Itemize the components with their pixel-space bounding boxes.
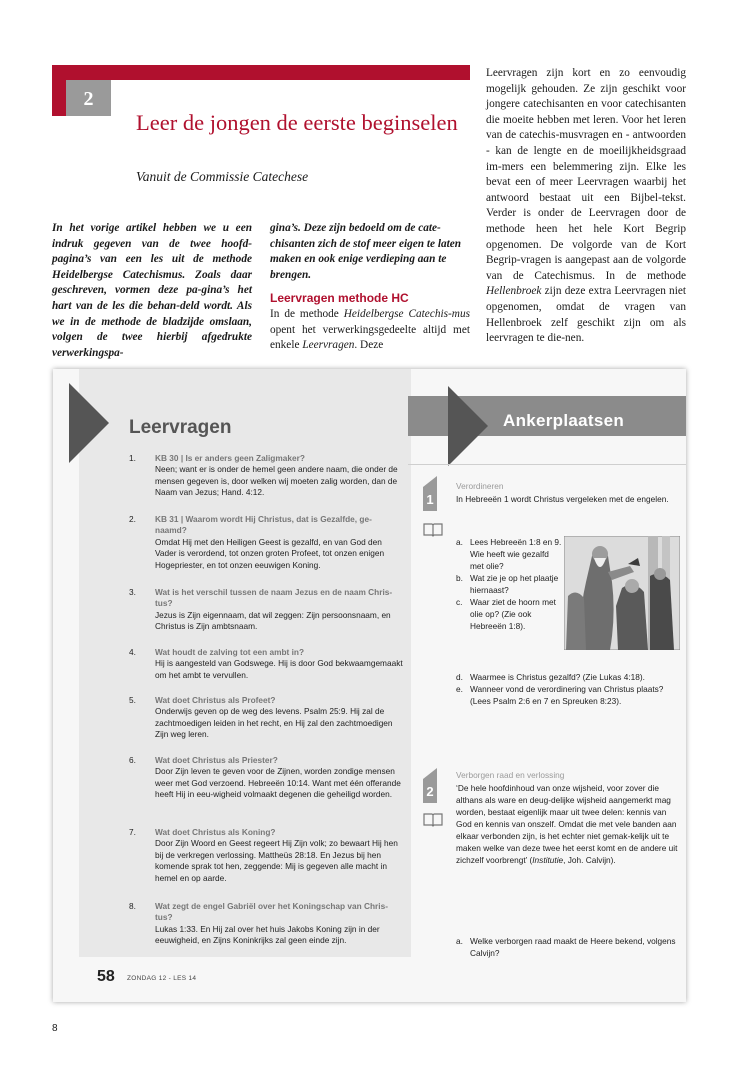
question-number: 5. (129, 695, 136, 705)
section-arrow-icon (448, 386, 488, 466)
list-item: a. Lees Hebreeën 1:8 en 9. Wie heeft wie gezalfd met olie? (456, 537, 562, 571)
question-text: Wat is het verschil tussen de naam Jezus en de naam Chris-tus? (155, 587, 393, 609)
question-number: 1. (129, 453, 136, 463)
question-7 (129, 827, 403, 884)
question-text: Wat zegt de engel Gabriël over het Koningschap van Chris-tus? (155, 901, 388, 923)
question-text: KB 31 | Waarom wordt Hij Christus, dat is Gezalfde, ge-naamd? (155, 514, 372, 536)
column-2-body: In de methode Heidelbergse Catechis-mus opent het verwerkingsgedeelte altijd met enkele Leervragen. Deze (270, 308, 470, 352)
question-text: KB 30 | Is er anders geen Zaligmaker? (155, 453, 305, 463)
answer-text: Jezus is Zijn eigennaam, dat wil zeggen: Zijn persoonsnaam, en Christus is Zijn ambtsnaam. (155, 609, 391, 632)
badge-tab-icon (423, 768, 437, 779)
question-number: 2. (129, 514, 136, 524)
anchor-list-continued (456, 671, 678, 707)
question-5 (129, 695, 403, 741)
section-heading: Leervragen methode HC (270, 291, 409, 305)
question-4 (129, 647, 403, 681)
divider (408, 464, 686, 465)
anchor-heading: Verborgen raad en verlossing (456, 770, 565, 780)
question-number: 7. (129, 827, 136, 837)
question-1 (129, 453, 403, 499)
question-text: Wat doet Christus als Koning? (155, 827, 276, 837)
answer-text: Omdat Hij met den Heiligen Geest is gezalfd, en van God den Vader is verordend, tot onzen groten Profeet, tot onzen enigen Hogepriester, en tot onzen eeuwigen Koning. (155, 536, 385, 570)
question-3 (129, 587, 403, 633)
question-8 (129, 901, 403, 947)
anointing-illustration (564, 536, 680, 650)
book-icon (423, 521, 443, 537)
anchor-quote: ‘De hele hoofdinhoud van onze wijsheid, voor zover die althans als ware en deug-delijke wijsheid aangemerkt mag worden, bestaat eigenlijk maar uit twee delen: kennis van God en kennis van onszelf. Omdat die met vele banden aan elkaar verbonden zijn, is het echter niet gemak-kelijk uit te maken welke van deze twee het eerst komt en de andere uit zichzelf voorbrengt’ (Institutie, Joh. Calvijn). (456, 783, 678, 865)
page-number: 8 (52, 1023, 58, 1034)
question-number: 3. (129, 587, 136, 597)
question-number: 8. (129, 901, 136, 911)
question-text: Wat doet Christus als Profeet? (155, 695, 276, 705)
question-text: Wat doet Christus als Priester? (155, 755, 278, 765)
workbook-page-number: 58 (97, 968, 115, 985)
list-item: d. Waarmee is Christus gezalfd? (Zie Lukas 4:18). (456, 672, 645, 682)
article-title: Leer de jongen de eerste beginselen (136, 110, 458, 135)
header-band (52, 65, 470, 80)
answer-text: Door Zijn leven te geven voor de Zijnen, worden zondige mensen weer met God verzoend. Hebreeën 10:14. Want met één offerande heeft Hij in eeu-wigheid volmaakt degenen die geheiligd worden. (155, 766, 401, 800)
answer-text: Door Zijn Woord en Geest regeert Hij Zijn volk; zo bewaart Hij hen bij de verkregen verlossing. Mattheüs 28:18. En Jezus bij hen komende sprak tot hen, zeggende: Mij is gegeven alle macht in hemel en op aarde. (155, 838, 398, 883)
question-number: 6. (129, 755, 136, 765)
anchor-intro: In Hebreeën 1 wordt Christus vergeleken met de engelen. (456, 494, 669, 504)
intro-column-1: In het vorige artikel hebben we u een indruk gegeven van de twee hoofd-pagina’s van een les uit de methode Heidelbergse Catechismus. Zoals daar geschreven, vormen deze pa-gina’s het hart van de les die behan-deld wordt. Als we in de methode de bladzijde omslaan, volgen de twee hierbij afgedrukte verwerkingspa- (52, 222, 252, 359)
anchor-list (456, 935, 678, 959)
question-2 (129, 514, 403, 571)
column-3-body: Leervragen zijn kort en zo eenvoudig mogelijk gehouden. Ze zijn geschikt voor jongere catechisanten en voor catechisanten die moeite hebben met leren. Voor het leren van de catechis-musvragen en - antwoorden - kan de lengte en de moeilijkheidsgraad im-mers een belemmering zijn. Elke les bevat een of meer Leervragen waarbij het antwoord bestaat uit een Bijbel-tekst. Verder is onder de Leervragen door de methode heen het hele Kort Begrip opgenomen. De volgorde van de Kort Begrip-vragen is aangepast aan de volgorde van de Catechismus. In de methode Hellenbroek zijn deze extra Leervragen niet opgenomen, omdat de vragen van Hellenbroek zelf geschikt zijn om als leervragen te die-nen. (486, 67, 686, 345)
section-arrow-icon (69, 383, 109, 463)
leervragen-title: Leervragen (129, 417, 232, 438)
article-number: 2 (66, 80, 111, 116)
header-band-side (52, 80, 66, 116)
list-item: a. Welke verborgen raad maakt de Heere bekend, volgens Calvijn? (456, 936, 676, 958)
answer-text: Onderwijs geven op de weg des levens. Psalm 25:9. Hij zal de zachtmoedigen leiden in het recht, en Hij zal den zachtmoedigen Zijn weg leren. (155, 706, 393, 740)
ankerplaatsen-title: Ankerplaatsen (503, 411, 625, 430)
anchor-heading: Verordineren (456, 481, 504, 491)
article-subtitle: Vanuit de Commissie Catechese (136, 169, 309, 184)
answer-text: Neen; want er is onder de hemel geen andere naam, die onder de mensen gegeven is, door welken wij moeten zalig worden, dan de Naam van Jezus; Hand. 4:12. (155, 464, 398, 498)
anchor-list (456, 536, 562, 632)
list-item: b. Wat zie je op het plaatje hiernaast? (456, 573, 559, 595)
question-number: 4. (129, 647, 136, 657)
answer-text: Lukas 1:33. En Hij zal over het huis Jakobs Koning zijn in der eeuwigheid, en Zijns Koninkrijks zal geen einde zijn. (155, 923, 380, 946)
book-icon (423, 811, 443, 827)
list-item: e. Wanneer vond de verordinering van Christus plaats? (Lees Psalm 2:6 en 7 en Spreuken 8:23). (456, 684, 664, 706)
anchor-number-badge: 1 (423, 487, 437, 511)
answer-text: Hij is aangesteld van Godswege. Hij is door God bekwaamgemaakt om het ambt te vervullen. (155, 658, 403, 680)
list-item: c. Waar ziet de hoorn met olie op? (Zie ook Hebreeën 1:8). (456, 597, 556, 631)
question-text: Wat houdt de zalving tot een ambt in? (155, 647, 305, 657)
intro-column-2: gina’s. Deze zijn bedoeld om de cate-chisanten zich de stof meer eigen te laten maken en ook enige verdieping aan te brengen. (270, 222, 462, 281)
anchor-number-badge: 2 (423, 779, 437, 803)
workbook-page-image (53, 369, 686, 1002)
badge-tab-icon (423, 476, 437, 487)
workbook-page-footer: ZONDAG 12 - LES 14 (127, 975, 197, 982)
question-6 (129, 755, 403, 801)
